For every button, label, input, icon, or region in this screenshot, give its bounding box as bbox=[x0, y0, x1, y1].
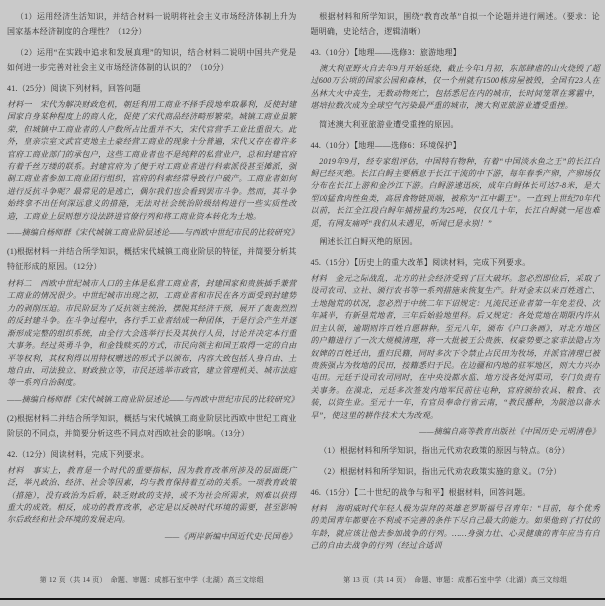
question-41-part1: (1)根据材料一并结合所学知识，概括宋代城镇工商业阶层的特征，并简要分析其特征形成的原因。（12分） bbox=[7, 247, 297, 272]
page-13 bbox=[311, 6, 601, 592]
page-12 bbox=[7, 6, 297, 592]
question-46-material: 材料 海明威时代年轻人极为崇拜的英雄老罗斯福号召青年：“目前，每个优秀的美国青年都要在不利或不完善的条件下尽自己最大的能力。如果他到了打仗的年龄，就应该让他去参加战争的行列。……身强力壮、心灵健康的青年应当有自己的自由去战争的行列（经过合适训 bbox=[310, 503, 600, 551]
source-attribution: ——摘编自高等教育出版社《中国历史·元明清卷》 bbox=[419, 426, 600, 436]
question-42-heading: 42.（12分）阅读材料，完成下列要求。 bbox=[7, 449, 149, 459]
source-attribution: ——摘编自杨师群《宋代城镇工商业阶层述论——与西欧中世纪市民的比较研究》 bbox=[7, 228, 299, 238]
question-43-material: 澳大利亚野火自去年9月开始延烧，截止今年1月初，东部肆虐的山火烧毁了超过600万公顷的国家公园和森林，仅一个州就有1500栋房屋被毁，全国有23人在丛林大火中丧生，无数动物死亡，包括悉尼在内的城市，长时间笼罩在雾霾中，堪培拉数次成为全球空气污染最严重的城市，澳大利亚旅游业遭受重挫。 bbox=[310, 64, 600, 111]
bottom-scan-edge-line bbox=[0, 598, 605, 600]
question-43-task: 简述澳大利亚旅游业遭受重挫的原因。 bbox=[319, 119, 459, 129]
question-41-heading: 41.（25分）阅读下列材料，回答问题 bbox=[7, 84, 141, 93]
question-41-material-1: 材料一 宋代为解决财政危机，朝廷利用工商业不择手段地牟取暴利，反使封建国家自身某种程度上的商人化，促使了宋代商品经济畸形繁荣。城镇工商业虽繁荣，但城镇中工商业者的人户数所占比重并不大，宋代官营手工业比重很大。此外，皇亲宗室文武官吏地主土豪经营工商业的现象十分普遍，宋代又存在着许多官府工商业部门的承包户，这些工商业者也不是纯粹的私营业户，总和封建官府有着千丝万缕的联系。封建官府为了便于对工商业者进行科索派役甚至摊派，强制工商业者参加工商业团行组织，官府的科索经常导致行户破产。工商业者如何进行反抗斗争呢？最常见的是逃亡，偶尔我们也会看到罢市斗争。然而，其斗争始终拿不出任何深远意义的措施，无法对社会统治阶级结构进行一些实质性改造，工商业上层则想方设法跻进官僚行列和将工商业资本转化为土地。 bbox=[7, 100, 297, 221]
question-45-heading: 45.（15分）【历史上的重大改革】阅读材料，完成下列要求。 bbox=[310, 258, 531, 268]
question-40-part1: （1）运用经济生活知识，并结合材料一说明将社会主义市场经济体制上升为国家基本经济制度的合理性？（12分） bbox=[7, 12, 297, 36]
question-41-material-2: 材料二 西欧中世纪城市人口的主体是私营工商业者，封建国家和贵族插手兼营工商业的情况很少。中世纪城市出现之初，工商业者和市民在各方面受到封建势力的剥削压迫。市民阶层为了反抗领主统治，摆脱其经济干预，展开了轰轰烈烈的反封建斗争。在斗争过程中，各行手工业者结成一种团体，于是行会产生并逐渐形成完整的组织系统，由全行大会选举行长及其执行人员，讨论并决定本行重大事务。经过英勇斗争，和金钱赎买的方式，市民向领主和国王取得一定的自由平等权利，其权利得以用特权赠送的形式予以颁布，内容大致包括人身自由、土地自由、司法独立、财政独立等，市民还选举市政官，建立管理机关、城市法庭等一系列自治制度。 bbox=[7, 279, 297, 388]
question-43-heading: 43.（10分）【地理——选修3：旅游地理】 bbox=[310, 48, 461, 57]
question-42-material: 材料 事实上，教育是一个时代的重要指标，因为教育改革所涉及的层面既广泛，举凡政治、经济、社会等因素，均与教育保持着互动的关系。一项教育政策（措施），没有政治为后盾，缺乏财政的支持，或不为社会所需求，则难以获得重大的成效。相反，成功的教育改革，必定是以反映时代环境的需要，甚至影响尔后政经和社会环境的发展走向。 bbox=[7, 465, 297, 525]
source-attribution: ——《两岸新编中国近代史·民国卷》 bbox=[164, 531, 297, 541]
question-45-material: 材料 金元之际战乱，北方的社会经济受到了巨大破坏。忽必烈即位后，采取了设司农司、立社、颁行农书等一系列措施来恢复生产。针对金末以来百姓逃亡、土地抛荒的状况，忽必烈于中统二年下诏规定：凡流民还业者第一年免差役、次年减半，有新垦荒地者，三年后始验地里科。后又规定：各处荒地在期限内许从旧主认领，逾期则许百姓自愿耕种。至元八年，颁布《户口条画》，对北方地区的户籍进行了一次大规模清理，将一大批被王公贵族、权豪势要之家非法隐占为奴婢的百姓迁出，重归民籍，同时多次下令禁止占民田为牧场，并派官清理已被贵族强占为牧地的民田，按籍悉归于民。在边疆和内地的驻军地区，则大力兴办屯田。元廷于设司农司同时，在中央设都水监、地方设各处河渠司，专门负责有关事务。在漠北，元廷多次签发内地军民前往屯种，官府颁给农具、粮食、衣装，以资生业。至元十一年，有官员奉命行省云南，“教民播种，为陂池以备水旱”，使这里的耕作技术大为改观。 bbox=[310, 274, 600, 420]
page-footer: 第 13 页（共 14 页） 命题、审题：成都石室中学（北湖）高三文综组 bbox=[343, 576, 568, 584]
question-45-part2: （2）根据材料和所学知识，指出元代劝农政策实施的意义。（7分） bbox=[319, 466, 562, 476]
question-46-heading: 46.（15分）【二十世纪的战争与和平】根据材料，回答问题。 bbox=[310, 487, 531, 497]
question-42-task: 根据材料和所学知识，围绕“教育改革”自拟一个论题并进行阐述。（要求：论题明确，史论结合，逻辑清晰） bbox=[310, 12, 600, 36]
question-44-heading: 44.（10分）【地理——选修6：环境保护】 bbox=[310, 140, 461, 150]
question-44-task: 阐述长江白鲟灭绝的原因。 bbox=[319, 237, 418, 247]
question-40-part2: （2）运用“在实践中追求和发展真理”的知识，结合材料二说明中国共产党是如何进一步完善对社会主义市场经济体制的认识的？（10分） bbox=[7, 48, 297, 72]
page-footer: 第 12 页（共 14 页） 命题、审题：成都石室中学（北湖）高三文综组 bbox=[39, 576, 264, 584]
source-attribution: ——摘编自杨师群《宋代城镇工商业阶层述论——与西欧中世纪市民的比较研究》 bbox=[7, 394, 299, 404]
question-41-part2: (2)根据材料二并结合所学知识，概括与宋代城镇工商业阶层比西欧中世纪工商业阶层的不同点，并简要分析这些不同点对西欧社会的影响。（13分） bbox=[7, 413, 297, 438]
question-44-material: 2019年9月，经专家组评估，中国特有物种，有着“中国淡水鱼之王”的长江白鲟已经灭绝。长江白鲟主要栖息于长江干流的中下游，每年春季产卵，产卵场仅分布在长江上游和金沙江下游。白鲟游速迅疾，成年白鲟体长可达7-8米，是大型凶猛食肉性鱼类，高居食物链顶端，被称为“江中霸王”。一直到上世纪70年代以前，长江全江段白鲟年捕捞量约为25吨，仅仅几十年，长江白鲟就一尾也难觅，有网友痛呼“我们从未遇见，听闻已是永别！” bbox=[310, 156, 600, 228]
question-45-part1: （1）根据材料和所学知识，指出元代劝农政策的原因与特点。（8分） bbox=[319, 445, 570, 455]
